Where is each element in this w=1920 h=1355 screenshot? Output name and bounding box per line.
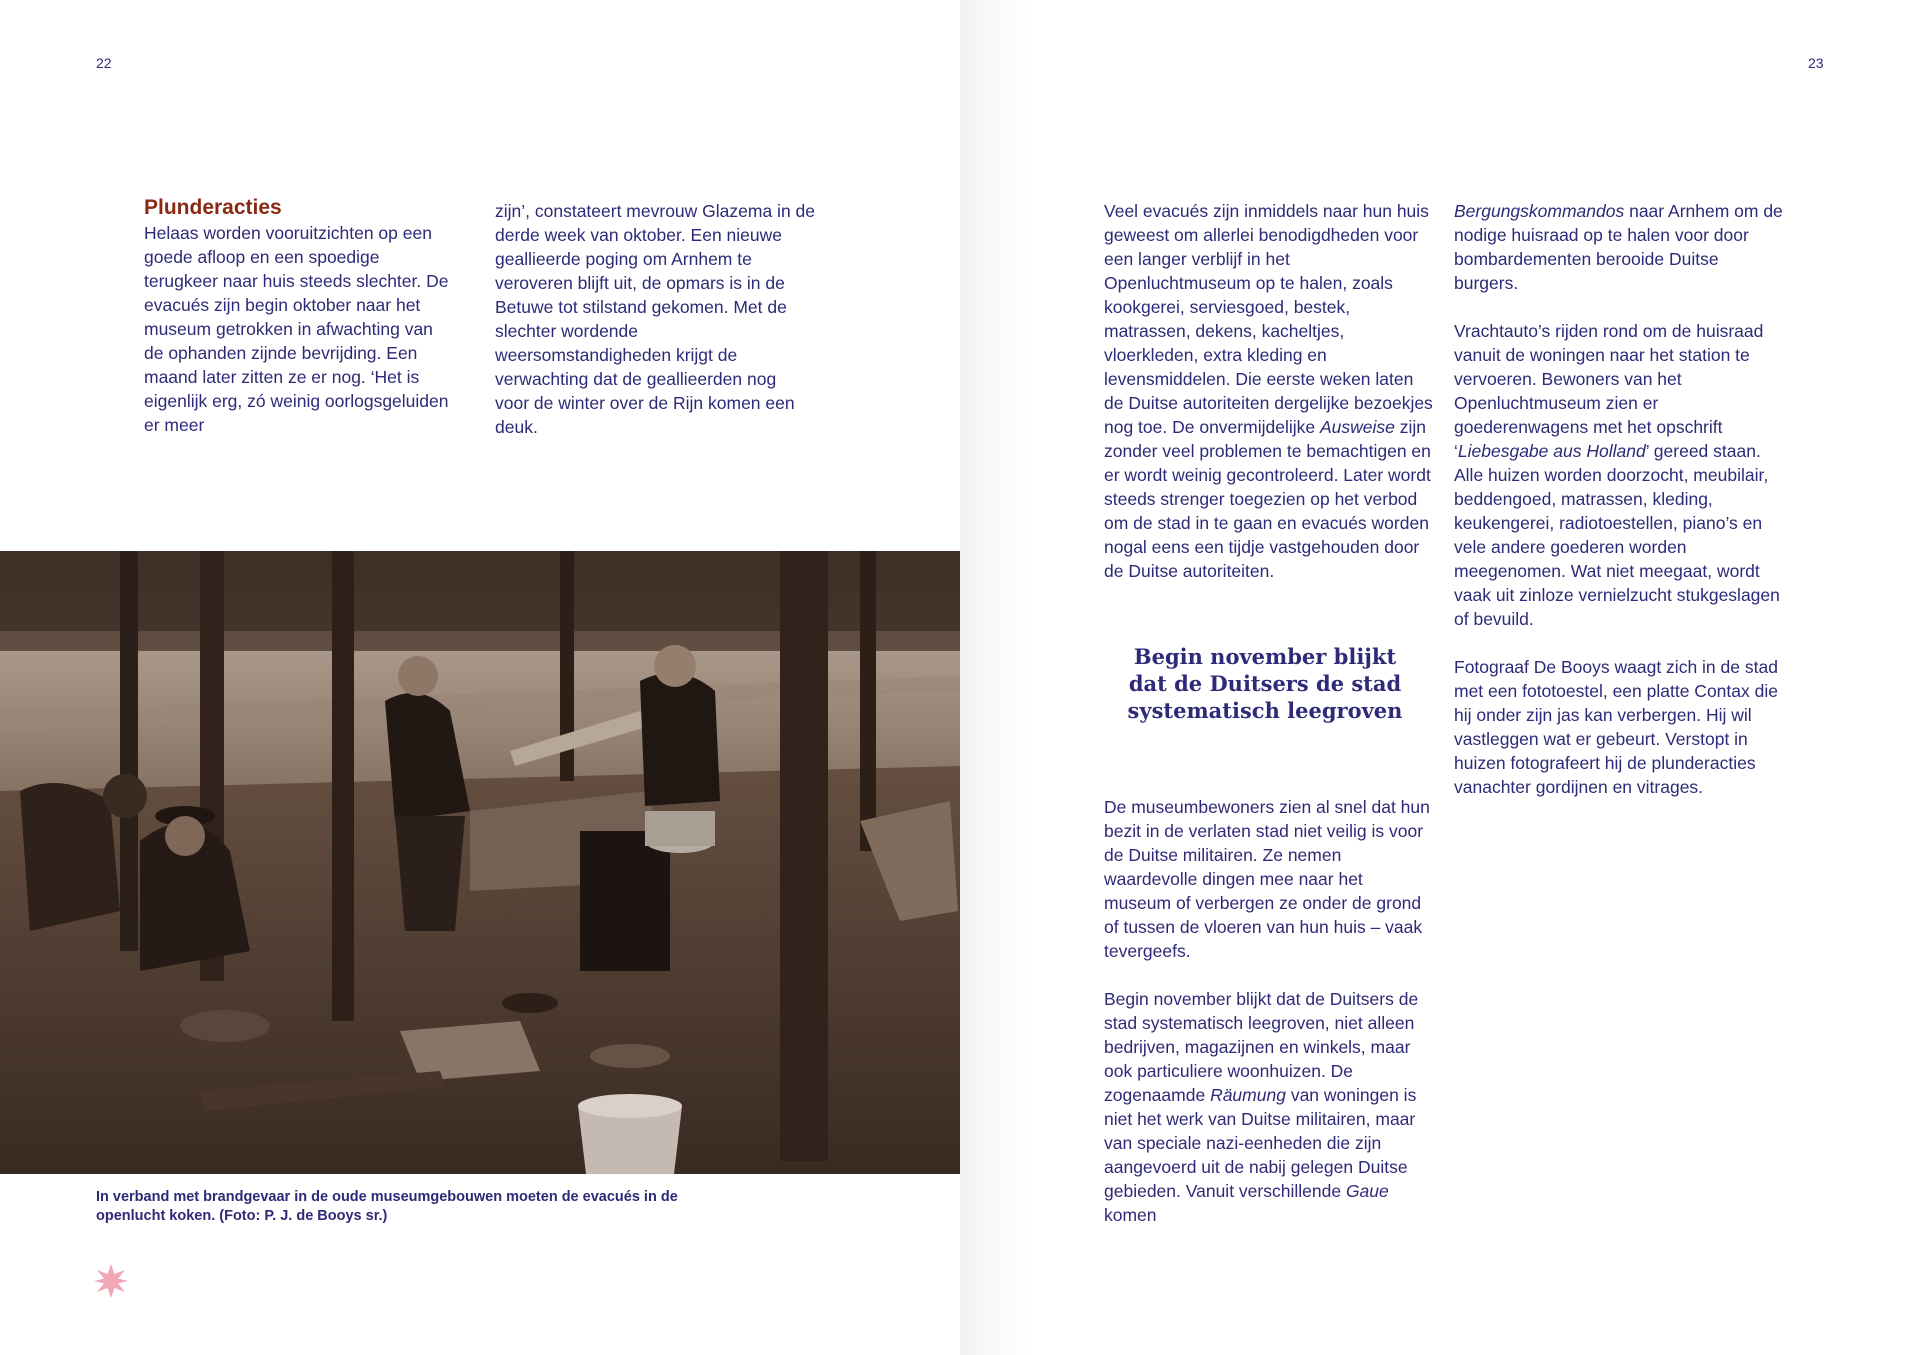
right-col1-para1-end: zijn zonder veel problemen te bemachtigen en er wordt weinig gecontroleerd. Later wordt steeds strenger toegezien op het verbod om de stad in te gaan en evacués worden nogal eens een tijdje vastgehouden door de Duitse autoriteiten. [1104,417,1431,581]
right-col2-para1 [1454,199,1784,295]
ausweise-term: Ausweise [1319,417,1395,437]
pull-quote: Begin november blijkt dat de Duitsers de stad systematisch leegroven [1127,644,1403,723]
left-col2-text: zijn’, constateert mevrouw Glazema in de derde week van oktober. Een nieuwe geallieerde poging om Arnhem te veroveren blijft uit, de opmars is in de Betuwe tot stilstand gekomen. Met de slechter wordende weersomstandigheden krijgt de verwachting dat de geallieerden nog voor de winter over de Rijn komen een deuk. [495,201,815,437]
right-col1-para2: De museumbewoners zien al snel dat hun bezit in de verlaten stad niet veilig is voor de Duitse militairen. Ze nemen waardevolle dingen mee naar het museum of verbergen ze onder de grond of tussen de vloeren van hun huis – vaak tevergeefs. [1104,797,1430,961]
page-number-left: 22 [96,55,112,71]
right-col2-para3: Fotograaf De Booys waagt zich in de stad met een fototoestel, een platte Contax die hij onder zijn jas kan verbergen. Hij wil vastleggen wat er gebeurt. Verstopt in huizen fotografeert hij de plunderacties vanachter gordijnen en vitrages. [1454,657,1778,797]
right-column-1-bottom [1104,795,1434,1227]
right-col1-para3-start: Begin november blijkt dat de Duitsers de stad systematisch leegroven, niet alleen bedrijven, magazijnen en winkels, maar ook particuliere woonhuizen. De zogenaamde [1104,989,1419,1105]
right-col1-para3-middle: van woningen is niet het werk van Duitse militairen, maar van speciale nazi-eenheden die zijn aangevoerd uit de nabij gelegen Duitse gebieden. Vanuit verschillende [1104,1085,1417,1201]
section-heading: Plunderacties [144,196,282,219]
photo-caption: In verband met brandgevaar in de oude museumgebouwen moeten de evacués in de openlucht koken. (Foto: P. J. de Booys sr.) [96,1189,678,1224]
left-column-1 [144,196,454,437]
star-ornament-icon [94,1264,128,1298]
bergungskommandos-term: Bergungskommandos [1454,201,1625,221]
right-col2-para2-end: ’ gereed staan. Alle huizen worden doorzocht, meubilair, beddengoed, matrassen, kleding, keukengerei, radiotoestellen, piano’s en vele andere goederen worden meegenomen. Wat niet meegaat, wordt vaak uit zinloze vernielzucht stukgeslagen of bevuild. [1454,441,1780,629]
right-column-2 [1454,199,1784,799]
historic-photo [0,551,960,1174]
right-col2-para2 [1454,319,1784,631]
gaue-term: Gaue [1345,1181,1389,1201]
right-column-1-top [1104,199,1434,583]
photo-illustration [0,551,960,1174]
right-col2-para2-start: Vrachtauto’s rijden rond om de huisraad vanuit de woningen naar het station te vervoeren. Bewoners van het Openluchtmuseum zien er goederenwagens met het opschrift ‘ [1454,321,1764,461]
left-col1-text: Helaas worden vooruitzichten op een goede afloop en een spoedige terugkeer naar huis steeds slechter. De evacués zijn begin oktober naar het museum getrokken in afwachting van de ophanden zijnde bevrijding. Een maand later zitten ze er nog. ‘Het is eigenlijk erg, zó weinig oorlogsgeluiden er meer [144,223,449,435]
right-col1-para3-end: komen [1104,1205,1157,1225]
left-column-2 [495,199,815,439]
raumung-term: Räumung [1210,1085,1286,1105]
liebesgabe-term: Liebesgabe aus Holland [1457,441,1646,461]
right-col1-para1 [1104,199,1434,583]
page-number-right: 23 [1808,55,1824,71]
right-col2-para1-text: naar Arnhem om de nodige huisraad op te halen voor door bombardementen berooide Duitse burgers. [1454,201,1783,293]
right-col1-para1-start: Veel evacués zijn inmiddels naar hun huis geweest om allerlei benodigdheden voor een langer verblijf in het Openluchtmuseum op te halen, zoals kookgerei, serviesgoed, bestek, matrassen, dekens, kacheltjes, vloerkleden, extra kleding en levensmiddelen. Die eerste weken laten de Duitse autoriteiten dergelijke bezoekjes nog toe. De onvermijdelijke [1104,201,1433,437]
right-col1-para3 [1104,987,1434,1227]
